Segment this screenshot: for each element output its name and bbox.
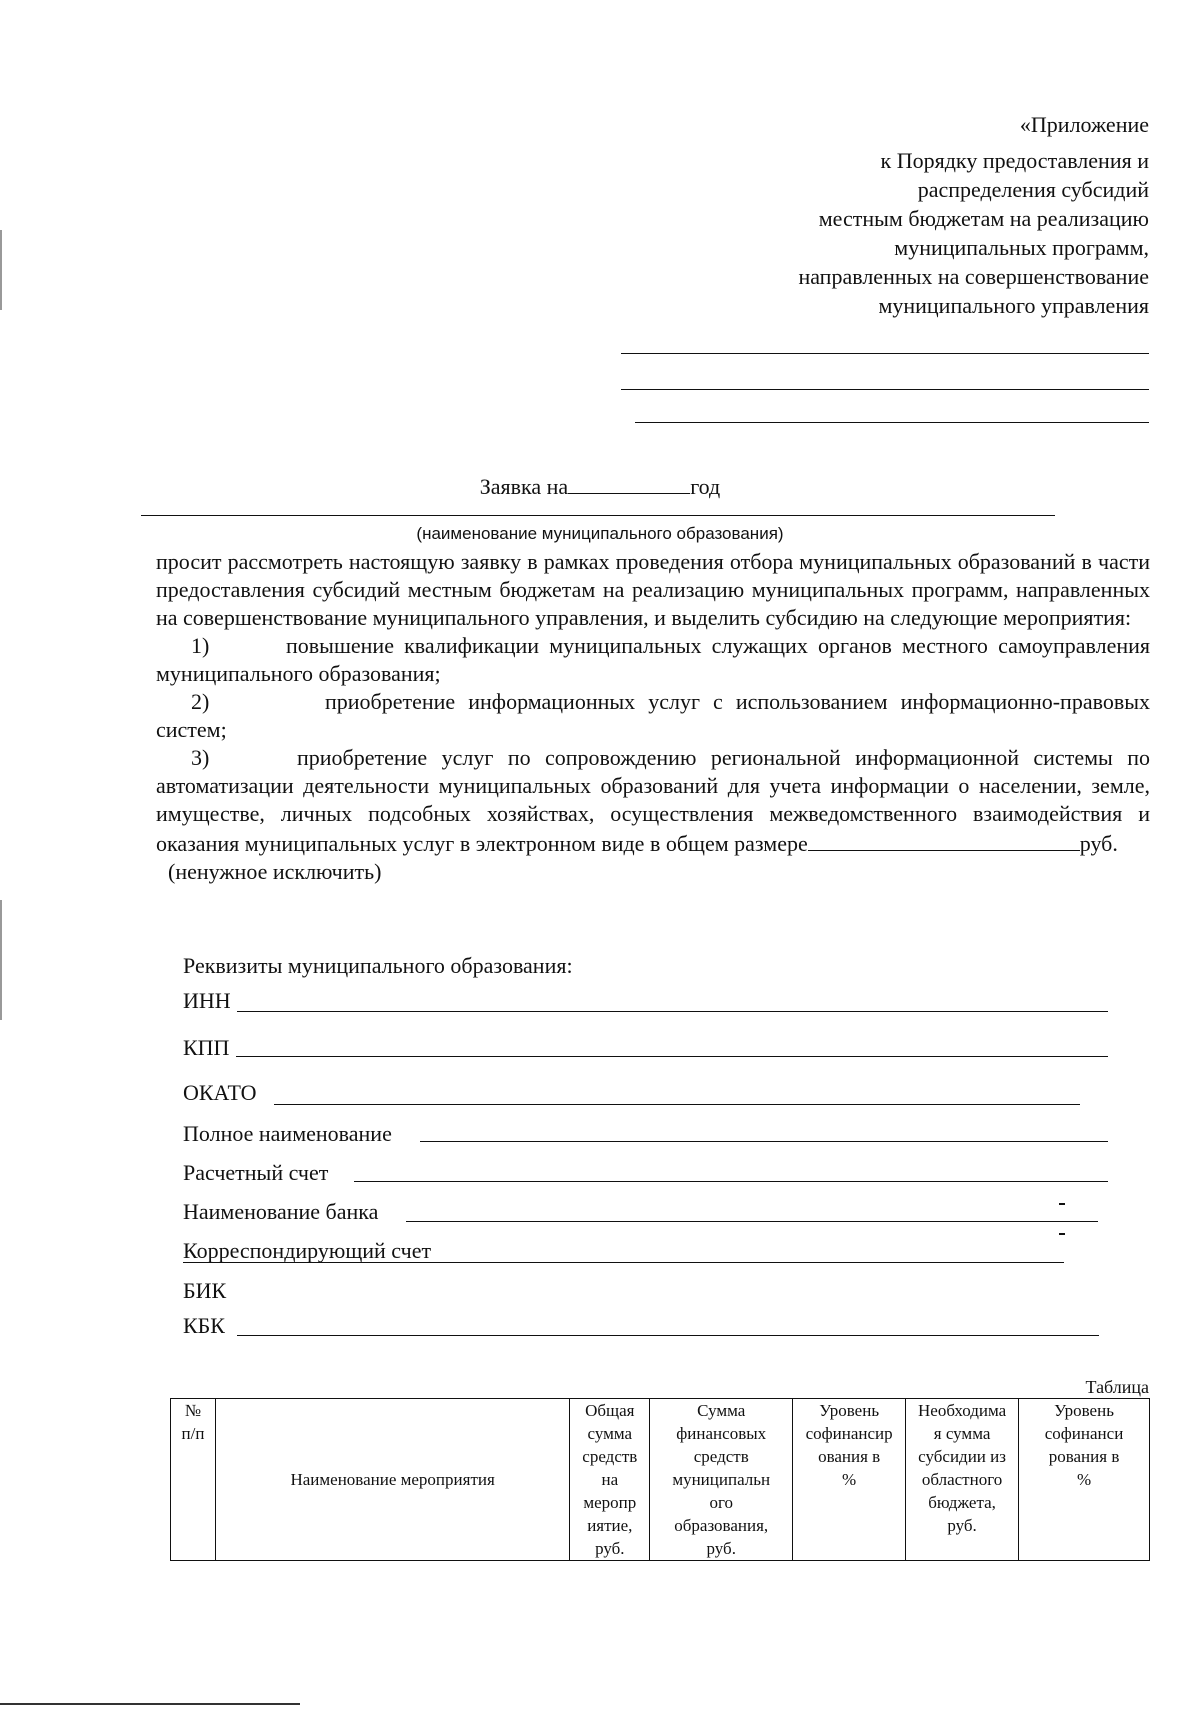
measures-table <box>170 1398 1150 1561</box>
signature-line <box>635 422 1149 423</box>
header-cell-cofinance-level <box>793 1399 906 1561</box>
municipality-name-line <box>141 515 1055 516</box>
scan-edge-mark <box>0 900 2 1020</box>
header-text: Сумма финансовых средств муниципальн ого образования, руб. <box>672 1401 771 1558</box>
signature-line <box>621 353 1149 354</box>
corr-account-line <box>183 1262 1064 1263</box>
amount-blank <box>808 828 1080 851</box>
account-line <box>354 1181 1108 1182</box>
header-text: Общая сумма средств на меропр иятие, руб. <box>582 1401 638 1558</box>
inn-line <box>237 1011 1108 1012</box>
header-cell-total <box>570 1399 650 1561</box>
annex-line: муниципальных программ, <box>894 235 1149 260</box>
scan-mark <box>1059 1203 1065 1205</box>
list-item-text: приобретение услуг по сопровождению региональной информационной системы по автоматизации деятельности муниципальных образований для учета информации о населении, земле, имуществе, личных подсобных хозяйствах, осуществления межведомственного взаимодействия и оказания муниципальных услуг в электронном виде в общем размере <box>156 745 1150 856</box>
header-cell-municipal-funds <box>650 1399 793 1561</box>
year-blank <box>568 471 690 494</box>
header-text: Уровень софинансир ования в % <box>805 1401 893 1489</box>
bank-label: Наименование банка <box>183 1199 379 1224</box>
annex-line: распределения субсидий <box>917 177 1149 202</box>
annex-line: «Приложение <box>1019 112 1149 137</box>
okato-label: ОКАТО <box>183 1080 257 1105</box>
table-caption: Таблица <box>1085 1377 1149 1397</box>
header-cell-measure <box>215 1399 569 1561</box>
municipality-note: (наименование муниципального образования) <box>416 524 784 543</box>
list-item-number: 1) <box>191 633 210 658</box>
signature-line <box>621 389 1149 390</box>
currency-label: руб. <box>1079 831 1118 856</box>
page-title <box>0 471 1200 500</box>
list-item-text: повышение квалификации муниципальных служащих органов местного самоуправления муниципального образования; <box>156 633 1150 686</box>
header-cell-cofinance-level-2 <box>1019 1399 1150 1561</box>
bank-line <box>406 1221 1098 1222</box>
header-text: Наименование мероприятия <box>290 1470 495 1489</box>
kbk-label: КБК <box>183 1313 225 1338</box>
annex-line: к Порядку предоставления и <box>880 148 1149 173</box>
list-item-number: 3) <box>191 745 210 770</box>
exclude-note: (ненужное исключить) <box>168 859 382 884</box>
list-item <box>156 688 1150 744</box>
header-cell-number <box>171 1399 216 1561</box>
full-name-label: Полное наименование <box>183 1121 392 1146</box>
header-text: Необходима я сумма субсидии из областного бюджета, руб. <box>918 1401 1007 1535</box>
list-item <box>156 632 1150 688</box>
annex-line: местным бюджетам на реализацию <box>818 206 1149 231</box>
list-item-text: приобретение информационных услуг с использованием информационно-правовых систем; <box>156 689 1150 742</box>
title-prefix: Заявка на <box>479 474 569 499</box>
full-name-line <box>420 1141 1108 1142</box>
account-label: Расчетный счет <box>183 1160 329 1185</box>
header-text: № п/п <box>181 1401 205 1443</box>
okato-line <box>274 1104 1080 1105</box>
title-suffix: год <box>690 474 721 499</box>
annex-line: направленных на совершенствование <box>798 264 1149 289</box>
list-item <box>156 744 1150 858</box>
intro-paragraph: просит рассмотреть настоящую заявку в рамках проведения отбора муниципальных образований в части предоставления субсидий местным бюджетам на реализацию муниципальных программ, направленных на совершенствование муниципального управления, и выделить субсидию на следующие мероприятия: <box>156 549 1150 630</box>
annex-header <box>629 110 1149 320</box>
scan-mark <box>1059 1233 1065 1235</box>
bik-label: БИК <box>183 1278 227 1303</box>
kpp-line <box>236 1056 1108 1057</box>
scan-edge-mark <box>0 230 2 310</box>
corr-account-label: Корреспондирующий счет <box>183 1238 432 1263</box>
kpp-label: КПП <box>183 1035 230 1060</box>
scan-bottom-edge <box>0 1703 300 1705</box>
list-item-number: 2) <box>191 689 210 714</box>
annex-line: муниципального управления <box>878 293 1149 318</box>
inn-label: ИНН <box>183 988 231 1013</box>
table-header-row <box>171 1399 1150 1561</box>
kbk-line <box>237 1335 1099 1336</box>
requisites-header: Реквизиты муниципального образования: <box>183 953 573 978</box>
header-cell-subsidy <box>906 1399 1019 1561</box>
header-text: Уровень софинанси рования в % <box>1044 1401 1124 1489</box>
request-body <box>156 548 1150 886</box>
